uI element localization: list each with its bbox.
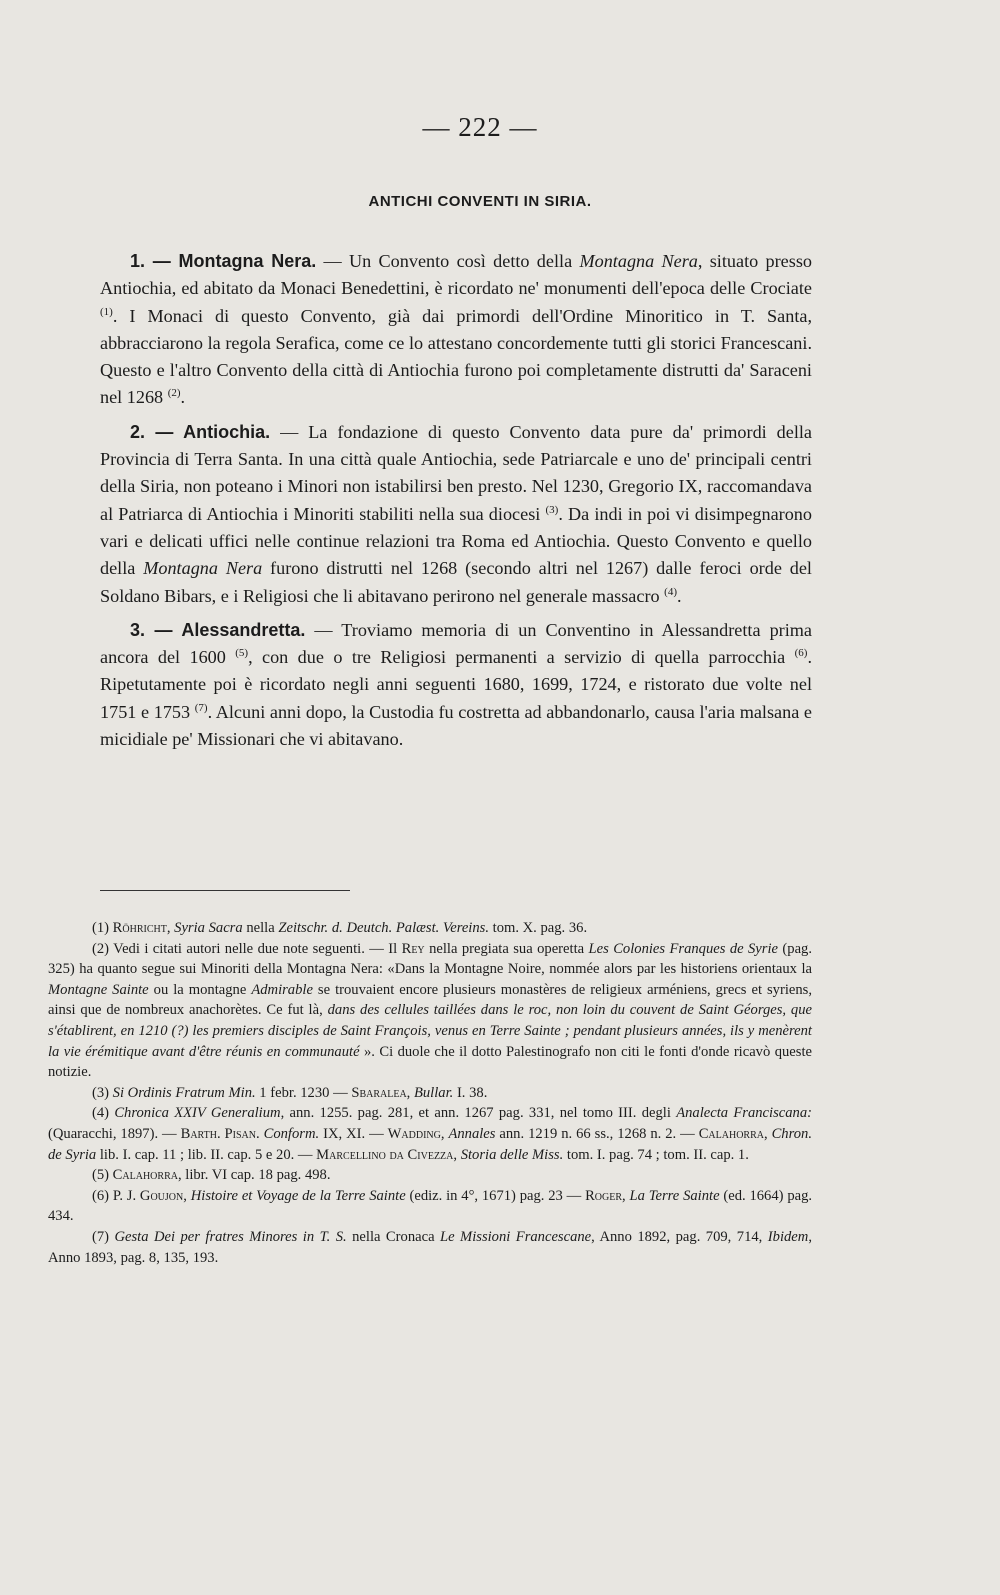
- footnote-divider: [100, 890, 350, 891]
- author-name: Barth. Pisan.: [180, 1125, 260, 1142]
- text-run: I. 38.: [453, 1084, 488, 1101]
- footnote-7: [48, 1227, 812, 1268]
- text-run: nella: [242, 920, 279, 936]
- italic-run: Montagna Nera: [579, 251, 698, 271]
- author-name: Wadding: [387, 1125, 441, 1142]
- paragraph-montagna-nera: [100, 248, 812, 412]
- footnote-ref: (3): [545, 503, 559, 516]
- entry-heading: 3. — Alessandretta.: [130, 619, 306, 640]
- italic-run: Gesta Dei per fratres Minores in T. S.: [114, 1228, 347, 1245]
- italic-run: La Terre Sainte: [629, 1187, 720, 1204]
- entry-heading: 1. — Montagna Nera.: [130, 251, 317, 271]
- text-run: — Troviamo memoria di un Conventino in Alessandretta prima ancora del 1600: [100, 619, 812, 668]
- author-name: Sbaralea: [351, 1084, 407, 1101]
- text-run: nella pregiata sua operetta: [424, 940, 589, 957]
- text-run: . I Monaci di questo Convento, già dai primordi dell'Ordine Minoritico in T. Santa, abbracciarono la regola Serafica, come ce lo attestano concordemente tutti gli storici Francescani. Questo e l'altro Convento della città di Antiochia furono poi completamente distrutti da' Saraceni nel 1268: [100, 305, 812, 408]
- text-run: nella Cronaca: [346, 1228, 441, 1245]
- footnote-ref: (2): [167, 387, 181, 400]
- text-run: ». Ci duole che il dotto Palestinografo non citi le fonti d'onde ricavò queste notizie.: [48, 1043, 812, 1081]
- section-title: ANTICHI CONVENTI IN SIRIA.: [368, 193, 592, 210]
- text-run: , con due o tre Religiosi permanenti a servizio di quella parrocchia: [248, 647, 795, 668]
- text-run: (2) Vedi i citati autori nelle due note seguenti. — Il: [92, 940, 402, 957]
- text-run: — Un Convento così detto della: [316, 251, 580, 271]
- footnote-6: [48, 1186, 812, 1227]
- footnote-1: [48, 918, 812, 939]
- text-run: furono distrutti nel 1268 (secondo altri nel 1267) dalle feroci orde del Soldano Bibars, e i Religiosi che li abitavano perirono nel generale massacro: [100, 558, 812, 606]
- text-run: tom. X. pag. 36.: [489, 920, 588, 936]
- text-run: IX, XI. —: [319, 1125, 388, 1142]
- author-name: Calahorra: [698, 1125, 764, 1142]
- text-run: ,: [440, 1125, 449, 1142]
- author-name: Goujon: [139, 1187, 184, 1204]
- italic-run: Zeitschr. d. Deutch. Palæst. Vereins.: [278, 920, 489, 936]
- footnote-ref: (1): [100, 305, 113, 318]
- text-run: (3): [92, 1084, 113, 1101]
- page-number: — 222 —: [422, 112, 538, 142]
- text-run: ou la montagne: [148, 981, 252, 998]
- author-name: Röhricht: [112, 920, 167, 936]
- author-name: Roger: [585, 1187, 623, 1204]
- italic-run: Le Missioni Francescane: [440, 1228, 592, 1245]
- text-run: .: [180, 387, 186, 408]
- italic-run: dans des cellules taillées dans le roc, non loin du couvent de Saint Géorges, que s'établirent, en 1210 (?) les premiers disciples de Saint François, venus en Terre Sainte ; pendant plusieurs années, ils y menèrent la vie érémitique avant d'être réunis en communauté: [48, 1002, 812, 1060]
- footnote-ref: (6): [794, 647, 808, 660]
- text-run: ,: [763, 1125, 772, 1142]
- italic-run: Chron. de Syria: [48, 1125, 812, 1163]
- italic-run: Si Ordinis Fratrum Min.: [112, 1084, 256, 1101]
- italic-run: Chronica XXIV Generalium: [114, 1105, 281, 1122]
- text-run: ,: [406, 1084, 414, 1101]
- footnote-ref: (5): [235, 647, 249, 660]
- paragraph-antiochia: [100, 419, 812, 610]
- footnote-4: [48, 1103, 812, 1165]
- text-run: ,: [166, 920, 175, 936]
- text-run: , ann. 1255. pag. 281, et ann. 1267 pag. 331, nel tomo III. degli: [280, 1105, 677, 1122]
- author-name: Calahorra: [112, 1167, 178, 1184]
- text-run: , libr. VI cap. 18 pag. 498.: [177, 1167, 331, 1184]
- text-run: (ed. 1664) pag. 434.: [48, 1187, 813, 1225]
- text-run: (pag. 325) ha quanto segue sui Minoriti della Montagna Nera: «Dans la Montagne Noire, nommée alors par les historiens orientaux la: [48, 940, 813, 978]
- author-name: Marcellino da Civezza: [316, 1146, 454, 1163]
- footnote-5: [48, 1165, 812, 1186]
- footnote-2: [48, 939, 812, 1083]
- text-run: ,: [453, 1146, 461, 1163]
- italic-run: Bullar.: [413, 1084, 454, 1101]
- text-run: — La fondazione di questo Convento data pure da' primordi della Provincia di Terra Santa. In una città quale Antiochia, sede Patriarcale e uno de' principali centri della Siria, non poteano i Minori non istabilirsi ben presto. Nel 1230, Gregorio IX, raccomandava al Patriarca di Antiochia i Minoriti stabiliti nella sua diocesi: [100, 421, 812, 524]
- text-run: (6) P. J.: [92, 1187, 140, 1204]
- author-name: Rey: [401, 940, 425, 957]
- text-run: (ediz. in 4°, 1671) pag. 23 —: [405, 1187, 586, 1204]
- text-run: ,: [622, 1187, 630, 1204]
- text-run: se trouvaient encore plusieurs monastères de religieux arméniens, grecs et syriens, ainsi que de nombreux anachorètes. Ce fut là,: [48, 981, 812, 1019]
- italic-run: Syria Sacra: [174, 920, 243, 936]
- text-run: . Ripetutamente poi è ricordato negli anni seguenti 1680, 1699, 1724, e ristorato due volte nel 1751 e 1753: [100, 647, 812, 722]
- italic-run: Storia delle Miss.: [460, 1146, 564, 1163]
- text-run: tom. I. pag. 74 ; tom. II. cap. 1.: [563, 1146, 749, 1163]
- text-run: (Quaracchi, 1897). —: [48, 1125, 181, 1142]
- text-run: . Da indi in poi vi disimpegnarono vari e delicati uffici nelle continue relazioni tra Roma ed Antiochia. Questo Convento e quello della: [100, 503, 812, 579]
- text-run: (1): [92, 920, 113, 936]
- text-run: 1 febr. 1230 —: [255, 1084, 352, 1101]
- text-run: lib. I. cap. 11 ; lib. II. cap. 5 e 20. —: [96, 1146, 317, 1163]
- italic-run: Ibidem: [767, 1228, 809, 1245]
- text-run: (7): [92, 1228, 115, 1245]
- italic-run: Montagna Nera: [143, 558, 263, 579]
- italic-run: Annales: [448, 1125, 496, 1142]
- text-run: .: [676, 585, 682, 606]
- footnote-3: [48, 1083, 812, 1104]
- text-run: . Alcuni anni dopo, la Custodia fu costretta ad abbandonarlo, causa l'aria malsana e micidiale pe' Missionari che vi abitavano.: [100, 701, 812, 750]
- italic-run: Conform.: [263, 1125, 320, 1142]
- footnote-ref: (7): [194, 701, 208, 714]
- text-run: ,: [183, 1187, 191, 1204]
- footnotes: [48, 918, 812, 1268]
- text-run: (5): [92, 1167, 113, 1184]
- footnote-ref: (4): [664, 585, 677, 598]
- paragraph-alessandretta: [100, 617, 812, 753]
- text-run: (4): [92, 1105, 115, 1122]
- italic-run: Histoire et Voyage de la Terre Sainte: [190, 1187, 406, 1204]
- text-run: , Anno 1892, pag. 709, 714,: [591, 1228, 768, 1245]
- body-text: [100, 248, 812, 760]
- italic-run: Montagne Sainte: [48, 981, 149, 998]
- italic-run: Admirable: [251, 981, 313, 998]
- text-run: , situato presso Antiochia, ed abitato da Monaci Benedettini, è ricordato ne' monumenti dell'epoca delle Crociate: [100, 251, 812, 299]
- italic-run: Les Colonies Franques de Syrie: [588, 940, 779, 957]
- text-run: ann. 1219 n. 66 ss., 1268 n. 2. —: [495, 1125, 699, 1142]
- italic-run: Analecta Franciscana:: [676, 1105, 812, 1122]
- text-run: , Anno 1893, pag. 8, 135, 193.: [48, 1228, 812, 1266]
- entry-heading: 2. — Antiochia.: [130, 421, 271, 442]
